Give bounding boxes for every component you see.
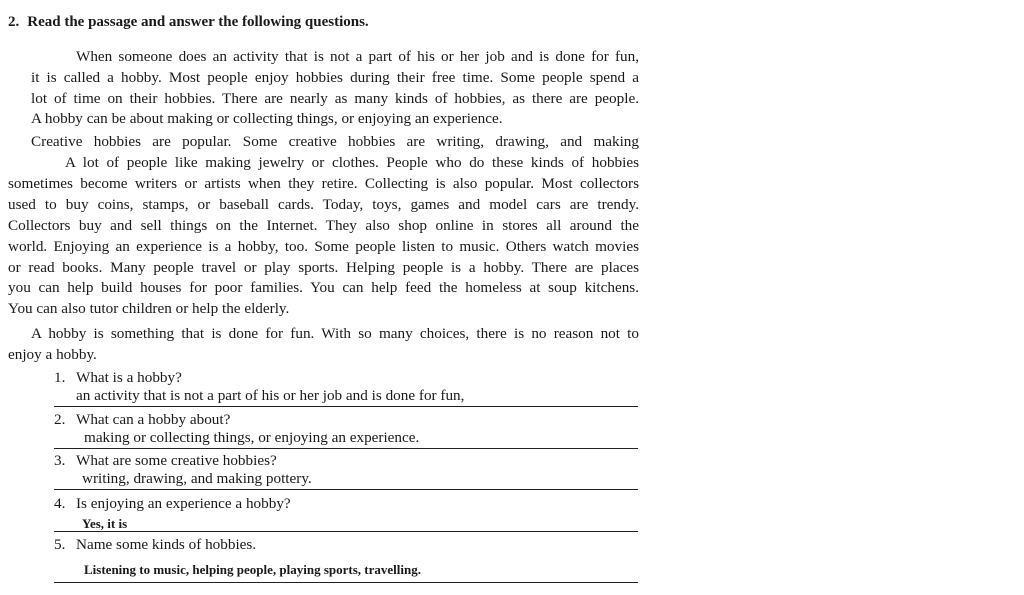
answer-line [54, 582, 638, 583]
question-number: 2. [54, 411, 66, 428]
question-text: What can a hobby about? [76, 411, 231, 428]
passage-line: it is called a hobby. Most people enjoy hobbies during their free time. Some people spend a [31, 69, 639, 86]
question [54, 535, 256, 555]
answer-text: Yes, it is [82, 516, 128, 531]
question-text: Name some kinds of hobbies. [76, 536, 257, 553]
exercise-instruction: Read the passage and answer the following questions. [27, 14, 369, 30]
exercise-number: 2. [8, 14, 20, 30]
answer-line [54, 489, 638, 490]
passage-line: enjoy a hobby. [8, 346, 97, 363]
passage-line: lot of time on their hobbies. There are nearly as many kinds of hobbies, as there are people. [31, 90, 639, 107]
answer-text: an activity that is not a part of his or her job and is done for fun, [76, 387, 465, 404]
answer-text: Listening to music, helping people, playing sports, travelling. [84, 562, 421, 577]
passage-line: sometimes become writers or artists when they retire. Collecting is also popular. Most collectors [8, 175, 639, 192]
question [54, 494, 291, 514]
passage-line: world. Enjoying an experience is a hobby, too. Some people listen to music. Others watch movies [8, 238, 639, 255]
passage-line: used to buy coins, stamps, or baseball cards. Today, toys, games and model cars are trendy. [8, 196, 639, 213]
question-number: 5. [54, 536, 66, 553]
question [54, 451, 277, 471]
answer-line [54, 531, 638, 532]
answer-line [54, 406, 638, 407]
question-number: 1. [54, 369, 66, 386]
passage-line: When someone does an activity that is not a part of his or her job and is done for fun, [76, 48, 639, 65]
passage-line: Creative hobbies are popular. Some creative hobbies are writing, drawing, and making [31, 133, 639, 150]
answer-text: making or collecting things, or enjoying an experience. [84, 429, 420, 446]
passage-line: or read books. Many people travel or play sports. Helping people is a hobby. There are places [8, 259, 639, 276]
question-text: What is a hobby? [76, 369, 182, 386]
passage-line: A lot of people like making jewelry or clothes. People who do these kinds of hobbies [65, 154, 639, 171]
passage-line: You can also tutor children or help the elderly. [8, 300, 290, 317]
question [54, 368, 182, 388]
passage-line: A hobby can be about making or collecting things, or enjoying an experience. [31, 110, 503, 127]
answer-text: writing, drawing, and making pottery. [82, 470, 312, 487]
exercise-heading [8, 14, 369, 31]
passage-line: A hobby is something that is done for fun. With so many choices, there is no reason not to [31, 325, 639, 342]
passage-line: you can help build houses for poor families. You can help feed the homeless at soup kitchens. [8, 279, 639, 296]
question-number: 3. [54, 452, 66, 469]
question-text: Is enjoying an experience a hobby? [76, 495, 291, 512]
question-number: 4. [54, 495, 66, 512]
question-text: What are some creative hobbies? [76, 452, 277, 469]
answer-line [54, 448, 638, 449]
question [54, 410, 230, 430]
passage-line: Collectors buy and sell things on the Internet. They also shop online in stores all around the [8, 217, 639, 234]
